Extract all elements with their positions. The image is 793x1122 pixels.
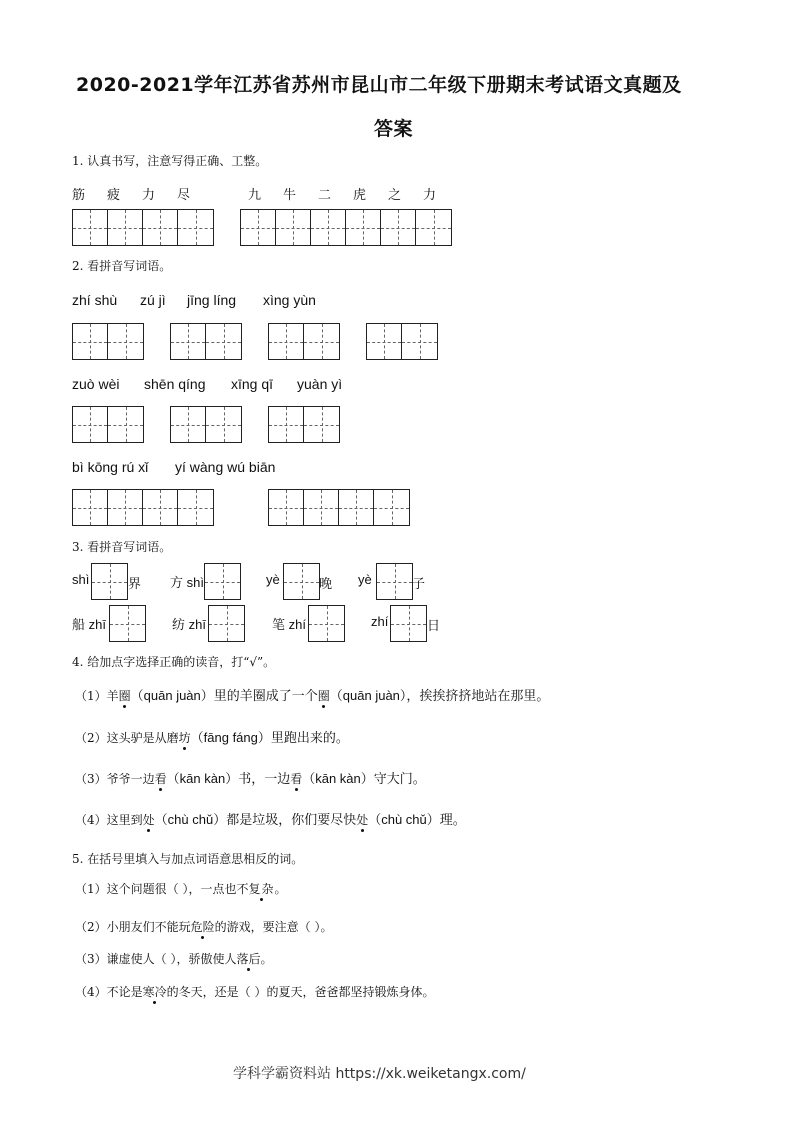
q5-item-1: （1）这个问题很（ ），一点也不复杂。: [75, 882, 287, 896]
q3-prefix: 纺 zhī: [172, 617, 206, 632]
q2-grid[interactable]: [72, 323, 144, 360]
q2-grid[interactable]: [268, 323, 340, 360]
q2-pinyin: zú jì: [140, 292, 166, 308]
question-2-label: 2. 看拼音写词语。: [72, 259, 172, 273]
page-title-line1: 2020-2021学年江苏省苏州市昆山市二年级下册期末考试语文真题及: [76, 74, 682, 96]
q4-item-4: （4）这里到处（chù chǔ）都是垃圾，你们要尽快处（chù chǔ）理。: [75, 812, 466, 827]
q2-pinyin: zhí shù: [72, 292, 118, 308]
q3-prefix: 笔 zhí: [272, 617, 306, 632]
q2-pinyin: xīng qī: [231, 376, 274, 392]
q5-item-4: （4）不论是寒冷的冬天，还是（ ）的夏天，爸爸都坚持锻炼身体。: [75, 985, 435, 999]
q2-pinyin: xìng yùn: [263, 292, 316, 308]
q3-suffix: 界: [128, 577, 142, 592]
q2-grid[interactable]: [170, 323, 242, 360]
q5-item-2: （2）小朋友们不能玩危险的游戏，要注意（ ）。: [75, 920, 333, 934]
q3-suffix: 晚: [319, 577, 333, 592]
q3-prefix: 方 shì: [170, 575, 204, 590]
q2-grid[interactable]: [268, 406, 340, 443]
q4-item-2: （2）这头驴是从磨坊（fāng fáng）里跑出来的。: [75, 730, 349, 745]
q3-grid[interactable]: [283, 563, 320, 600]
q3-prefix: shì: [72, 572, 90, 587]
q2-pinyin: shēn qíng: [144, 376, 206, 392]
q1-char: 九: [248, 188, 262, 203]
q3-grid[interactable]: [109, 605, 146, 642]
q1-chars-b: [248, 184, 458, 203]
q2-pinyin: zuò wèi: [72, 376, 120, 392]
footer-link[interactable]: 学科学霸资料站 https://xk.weiketangx.com/: [233, 1066, 526, 1082]
q3-grid[interactable]: [204, 563, 241, 600]
q2-pinyin: jīng líng: [187, 292, 237, 308]
q1-chars-a: [72, 184, 212, 203]
q2-grid[interactable]: [72, 489, 214, 526]
q2-grid[interactable]: [366, 323, 438, 360]
question-4-label: 4. 给加点字选择正确的读音，打“√”。: [72, 655, 276, 669]
q4-item-3: （3）爷爷一边看（kān kàn）书，一边看（kān kàn）守大门。: [75, 771, 426, 786]
q1-grid-a[interactable]: [72, 209, 214, 246]
page-title-line2: 答案: [374, 118, 414, 140]
q3-grid[interactable]: [91, 563, 128, 600]
q3-prefix: yè: [266, 572, 280, 587]
q3-prefix: zhí: [371, 614, 389, 629]
q1-char: 之: [388, 188, 402, 203]
question-5-label: 5. 在括号里填入与加点词语意思相反的词。: [72, 852, 304, 866]
q3-suffix: 日: [427, 619, 441, 634]
q5-item-3: （3）谦虚使人（ ），骄傲使人落后。: [75, 952, 273, 966]
question-1-label: 1. 认真书写，注意写得正确、工整。: [72, 154, 268, 168]
question-3-label: 3. 看拼音写词语。: [72, 540, 172, 554]
q2-pinyin: yuàn yì: [297, 376, 343, 392]
q3-prefix: yè: [358, 572, 372, 587]
q3-grid[interactable]: [308, 605, 345, 642]
q3-grid[interactable]: [208, 605, 245, 642]
q1-char: 疲: [107, 188, 121, 203]
q3-prefix: 船 zhī: [72, 617, 106, 632]
q2-pinyin: bì kōng rú xǐ: [72, 459, 149, 475]
q1-char: 力: [142, 188, 156, 203]
q3-suffix: 子: [412, 577, 426, 592]
q2-grid[interactable]: [72, 406, 144, 443]
q1-char: 筋: [72, 188, 86, 203]
q2-pinyin: yí wàng wú biān: [175, 459, 276, 475]
q1-char: 虎: [353, 188, 367, 203]
q3-grid[interactable]: [390, 605, 427, 642]
q4-item-1: （1）羊圈（quān juàn）里的羊圈成了一个圈（quān juàn），挨挨挤挤地站在那里。: [75, 688, 550, 703]
q1-char: 力: [423, 188, 437, 203]
q2-grid[interactable]: [170, 406, 242, 443]
q1-char: 二: [318, 188, 332, 203]
q1-char: 牛: [283, 188, 297, 203]
q3-grid[interactable]: [376, 563, 413, 600]
q2-grid[interactable]: [268, 489, 410, 526]
q1-char: 尽: [177, 188, 191, 203]
q1-grid-b[interactable]: [240, 209, 452, 246]
